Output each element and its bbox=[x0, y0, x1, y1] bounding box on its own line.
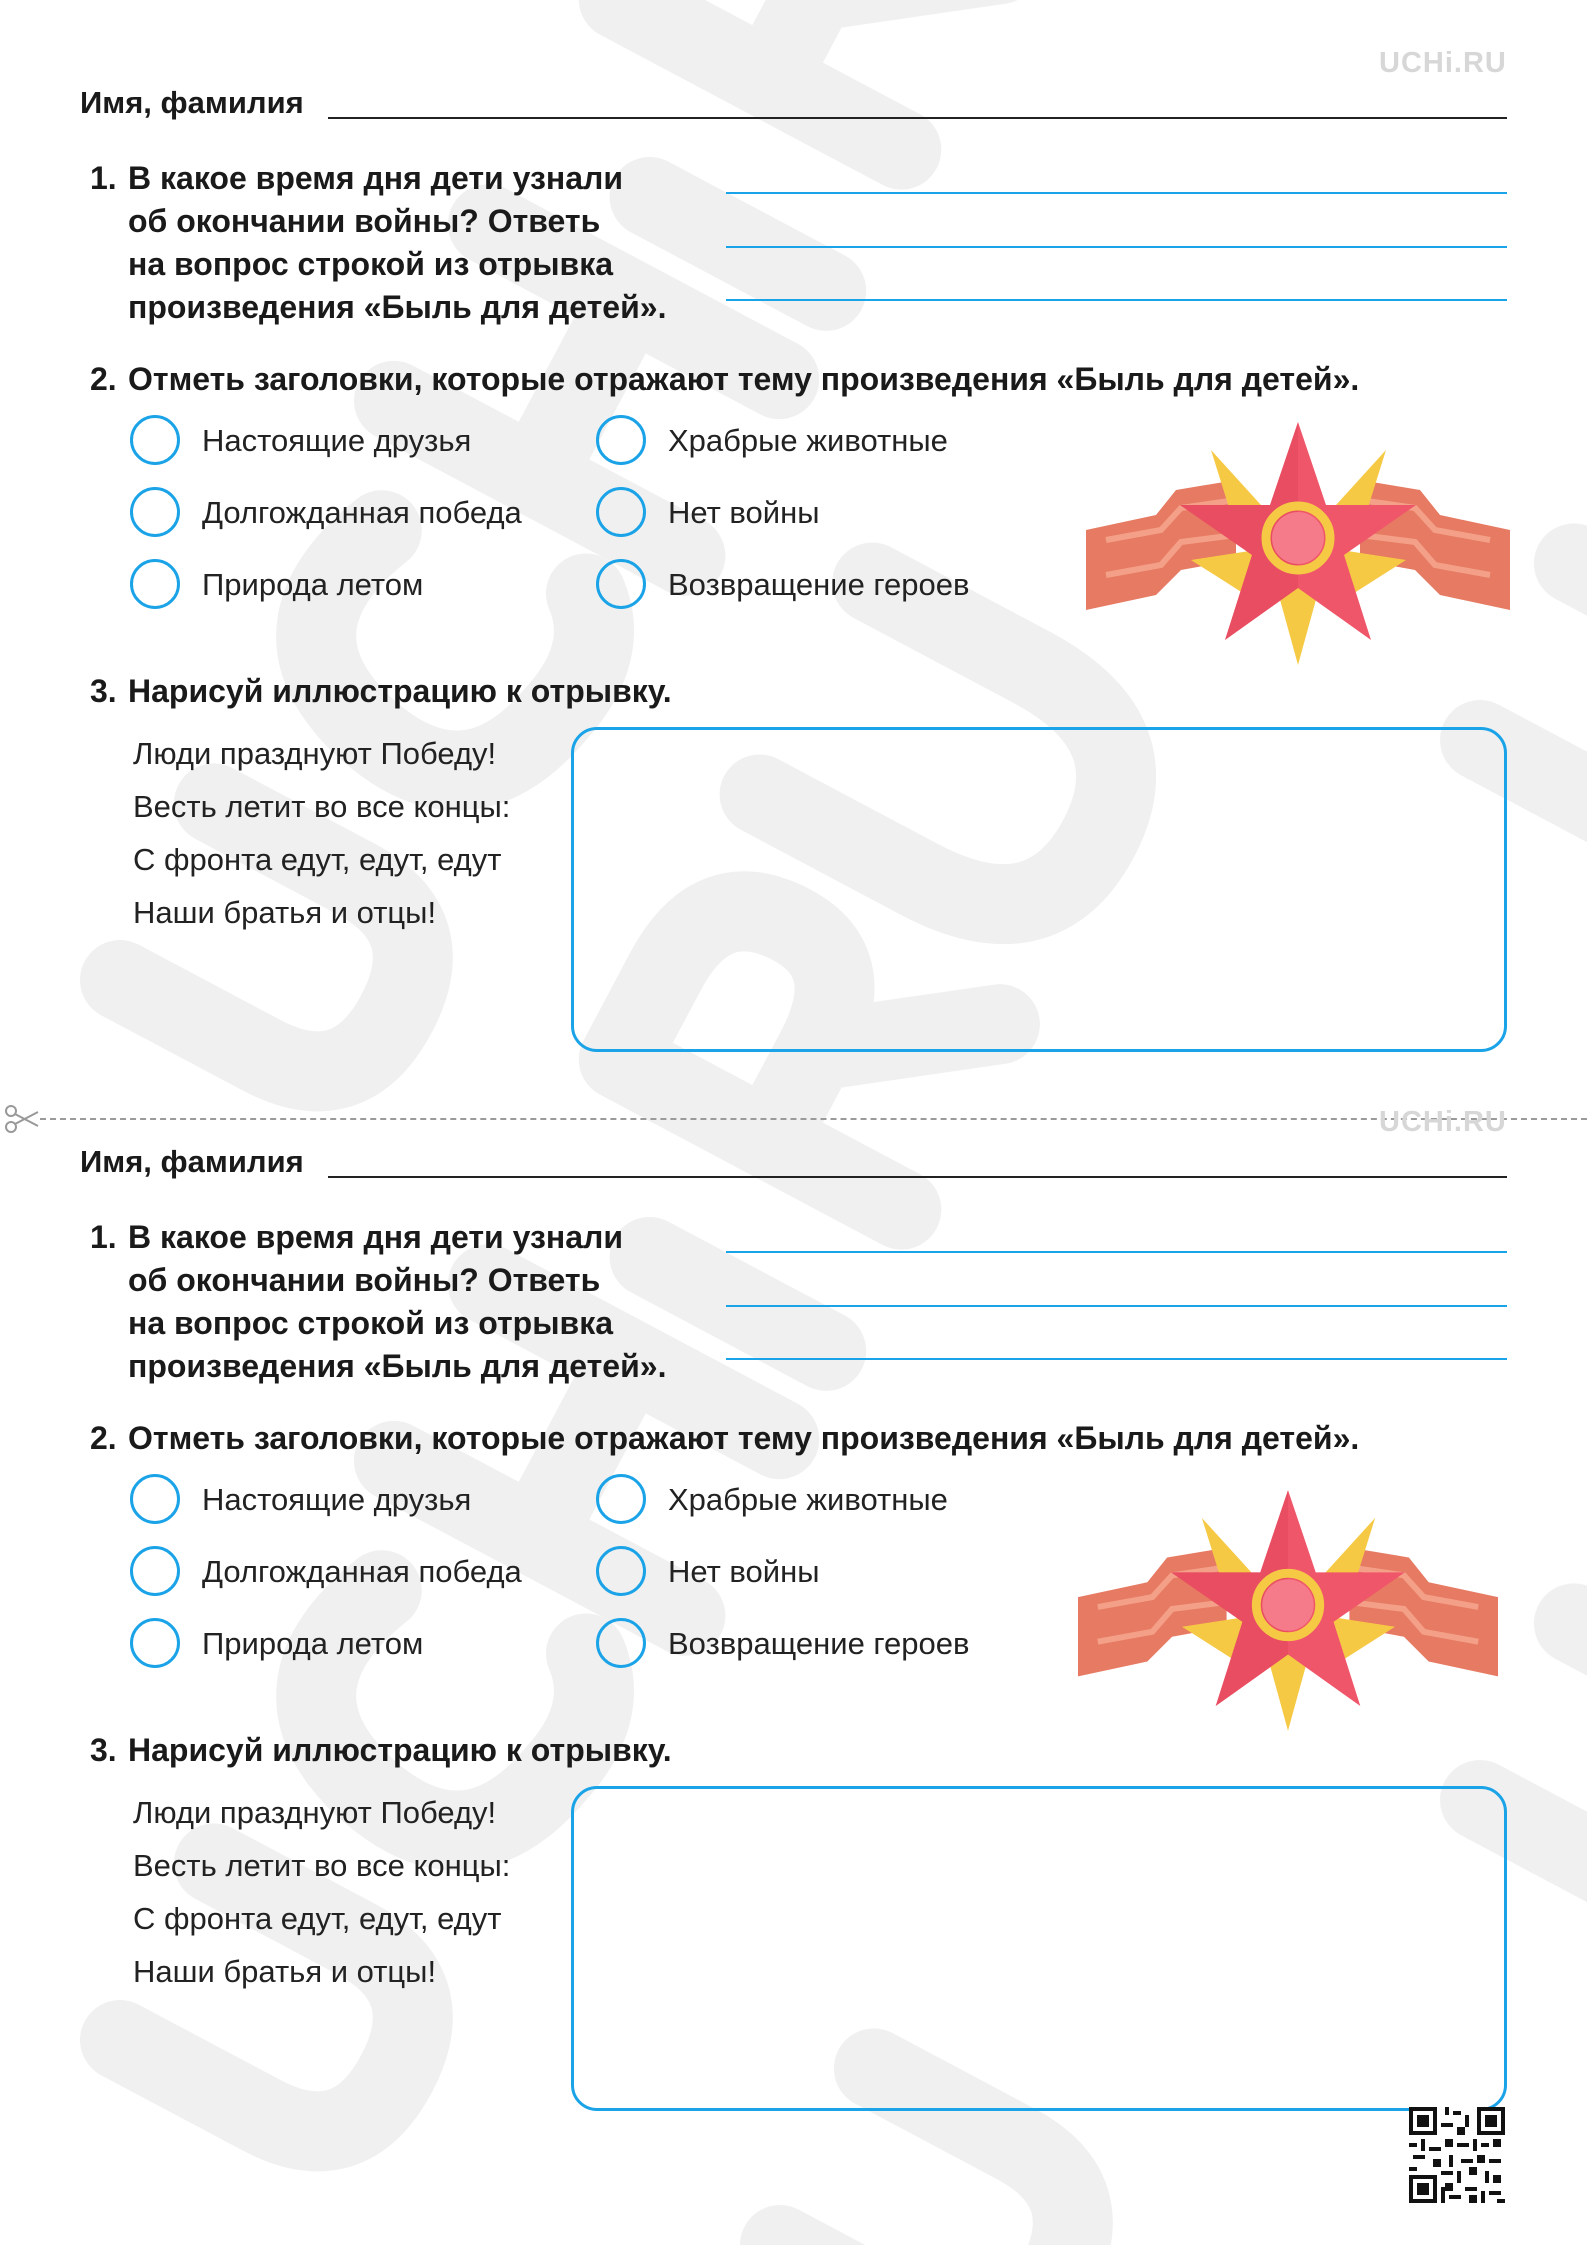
name-label: Имя, фамилия bbox=[80, 85, 304, 120]
question-number: 3. bbox=[90, 1732, 117, 1768]
victory-star-emblem bbox=[1086, 410, 1510, 670]
answer-line[interactable] bbox=[726, 1358, 1507, 1360]
name-row bbox=[80, 85, 1507, 125]
checkbox-circle[interactable] bbox=[596, 1546, 646, 1596]
question-number: 2. bbox=[90, 361, 117, 397]
option-label: Нет войны bbox=[668, 1554, 820, 1589]
option-label: Природа летом bbox=[202, 1626, 424, 1661]
question-2 bbox=[90, 1417, 1490, 1462]
name-row bbox=[80, 1144, 1507, 1184]
checkbox-circle[interactable] bbox=[130, 1474, 180, 1524]
question-line: на вопрос строкой из отрывка bbox=[128, 246, 614, 282]
name-label: Имя, фамилия bbox=[80, 1144, 304, 1179]
option-label: Долгожданная победа bbox=[202, 1554, 522, 1589]
victory-star-emblem bbox=[1078, 1477, 1498, 1737]
question-line: произведения «Быль для детей». bbox=[128, 289, 667, 325]
poem-line: Люди празднуют Победу! bbox=[133, 736, 497, 771]
question-text: Нарисуй иллюстрацию к отрывку. bbox=[128, 1732, 672, 1768]
answer-line[interactable] bbox=[726, 246, 1507, 248]
option-label: Долгожданная победа bbox=[202, 495, 522, 530]
option-label: Храбрые животные bbox=[668, 1482, 948, 1517]
option-label: Нет войны bbox=[668, 495, 820, 530]
question-number: 1. bbox=[90, 1219, 117, 1255]
question-text: Нарисуй иллюстрацию к отрывку. bbox=[128, 673, 672, 709]
checkbox-circle[interactable] bbox=[130, 559, 180, 609]
question-number: 3. bbox=[90, 673, 117, 709]
checkbox-circle[interactable] bbox=[130, 1618, 180, 1668]
drawing-box[interactable] bbox=[571, 1786, 1507, 2111]
question-text: Отметь заголовки, которые отражают тему произведения «Быль для детей». bbox=[128, 1420, 1360, 1456]
poem-line: Наши братья и отцы! bbox=[133, 895, 437, 930]
checkbox-circle[interactable] bbox=[596, 415, 646, 465]
question-line: об окончании войны? Ответь bbox=[128, 1262, 601, 1298]
checkbox-circle[interactable] bbox=[596, 559, 646, 609]
answer-line[interactable] bbox=[726, 299, 1507, 301]
question-text: Отметь заголовки, которые отражают тему произведения «Быль для детей». bbox=[128, 361, 1360, 397]
question-number: 2. bbox=[90, 1420, 117, 1456]
question-line: произведения «Быль для детей». bbox=[128, 1348, 667, 1384]
poem-line: Весть летит во все концы: bbox=[133, 789, 511, 824]
question-line: об окончании войны? Ответь bbox=[128, 203, 601, 239]
question-line: В какое время дня дети узнали bbox=[128, 160, 623, 196]
answer-line[interactable] bbox=[726, 1305, 1507, 1307]
poem-line: Весть летит во все концы: bbox=[133, 1848, 511, 1883]
question-text bbox=[128, 1216, 728, 1388]
answer-line[interactable] bbox=[726, 1251, 1507, 1253]
worksheet-bottom bbox=[0, 1059, 1587, 2119]
poem-line: С фронта едут, едут, едут bbox=[133, 1901, 502, 1936]
answer-line[interactable] bbox=[726, 192, 1507, 194]
checkbox-circle[interactable] bbox=[130, 1546, 180, 1596]
poem-line: С фронта едут, едут, едут bbox=[133, 842, 502, 877]
question-3 bbox=[90, 1729, 890, 1774]
question-line: В какое время дня дети узнали bbox=[128, 1219, 623, 1255]
checkbox-circle[interactable] bbox=[130, 415, 180, 465]
drawing-box[interactable] bbox=[571, 727, 1507, 1052]
worksheet-top bbox=[0, 0, 1587, 1060]
question-3 bbox=[90, 670, 890, 715]
poem-line: Люди празднуют Победу! bbox=[133, 1795, 497, 1830]
question-number: 1. bbox=[90, 160, 117, 196]
question-text bbox=[128, 157, 728, 329]
checkbox-circle[interactable] bbox=[596, 1618, 646, 1668]
poem-line: Наши братья и отцы! bbox=[133, 1954, 437, 1989]
question-line: на вопрос строкой из отрывка bbox=[128, 1305, 614, 1341]
option-label: Настоящие друзья bbox=[202, 423, 472, 458]
brand-logo: UCHi.RU bbox=[1379, 47, 1507, 79]
option-label: Природа летом bbox=[202, 567, 424, 602]
name-input-line[interactable] bbox=[328, 117, 1507, 119]
option-label: Возвращение героев bbox=[668, 1626, 970, 1661]
checkbox-circle[interactable] bbox=[596, 1474, 646, 1524]
option-label: Храбрые животные bbox=[668, 423, 948, 458]
question-1 bbox=[90, 157, 730, 337]
option-label: Настоящие друзья bbox=[202, 1482, 472, 1517]
option-label: Возвращение героев bbox=[668, 567, 970, 602]
qr-code-icon bbox=[1409, 2107, 1505, 2203]
question-2 bbox=[90, 358, 1490, 403]
name-input-line[interactable] bbox=[328, 1176, 1507, 1178]
checkbox-circle[interactable] bbox=[130, 487, 180, 537]
question-1 bbox=[90, 1216, 730, 1396]
brand-logo: UCHi.RU bbox=[1379, 1106, 1507, 1138]
checkbox-circle[interactable] bbox=[596, 487, 646, 537]
